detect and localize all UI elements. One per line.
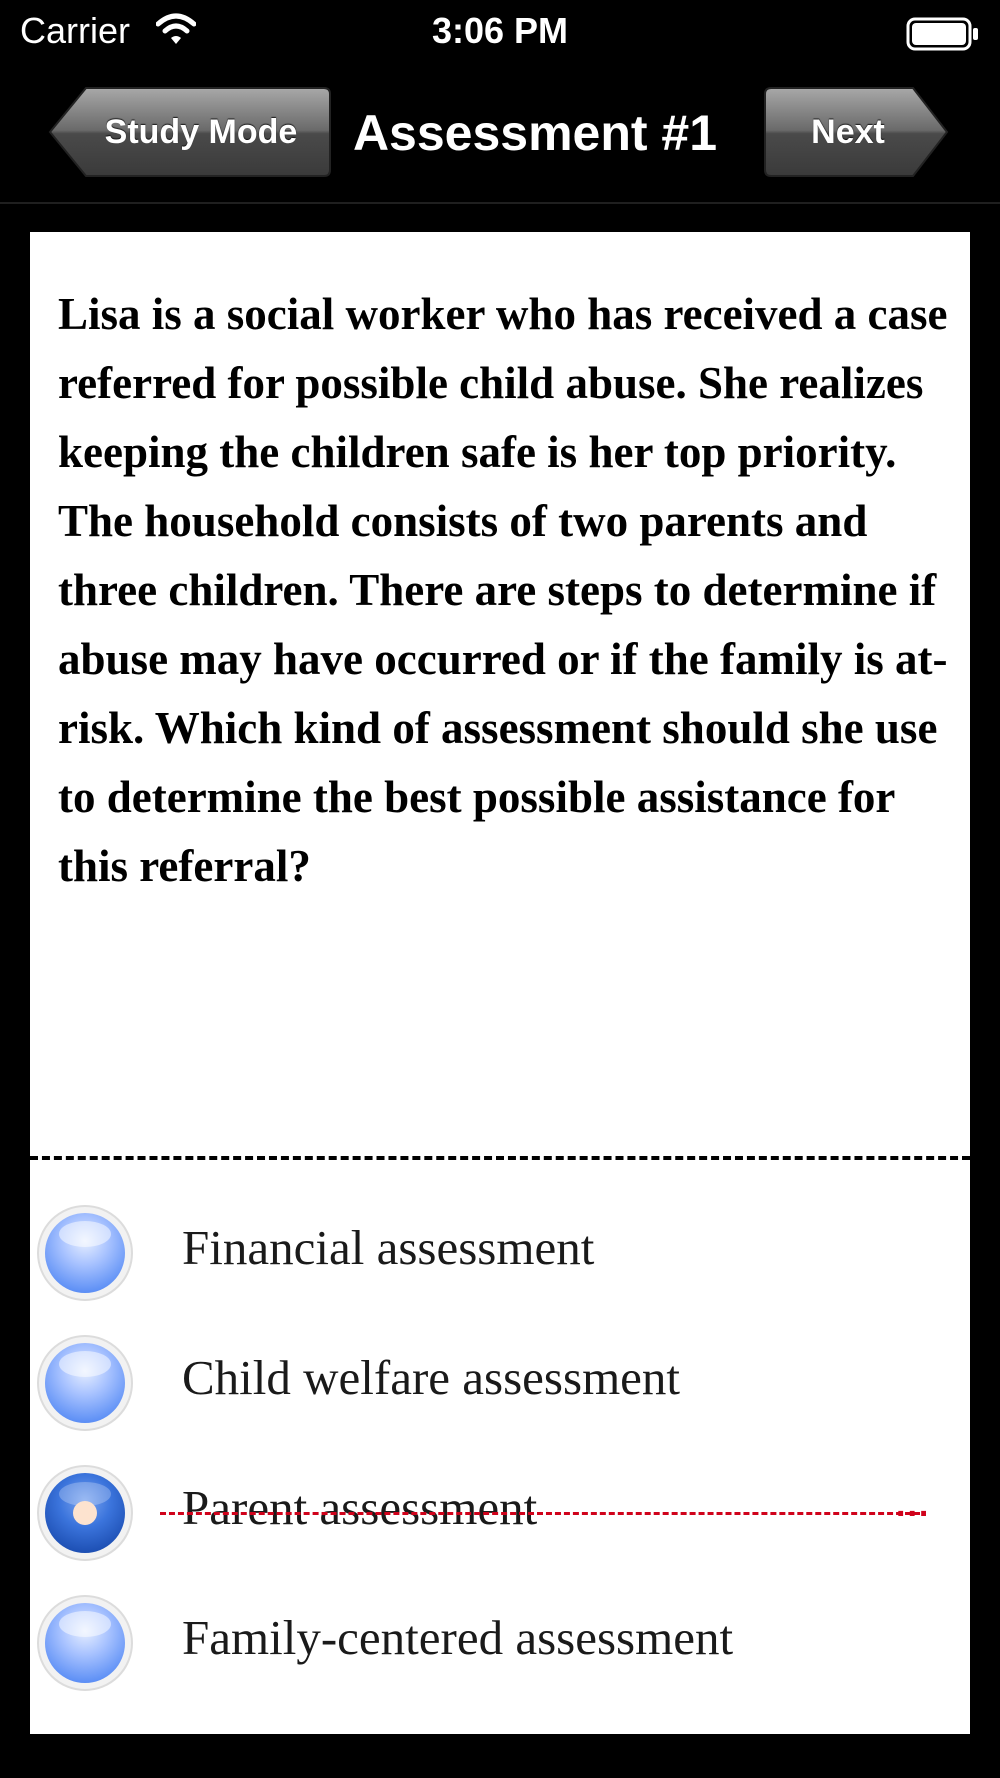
option-family-centered-assessment[interactable]	[30, 1588, 970, 1698]
status-time: 3:06 PM	[431, 10, 569, 51]
wrong-answer-ellipsis: ...	[896, 1486, 931, 1524]
dashed-divider	[30, 1156, 970, 1160]
option-label: Child welfare assessment	[182, 1350, 681, 1405]
carrier-label: Carrier	[20, 10, 131, 51]
study-mode-back-button[interactable]	[48, 86, 332, 178]
page-title: Assessment #1	[352, 105, 718, 161]
question-text: Lisa is a social worker who has received a case referred for possible child abuse. She realizes keeping the children safe is her top priority. The household consists of two parents and three children. There are steps to determine if abuse may have occurred or if the family is at-risk. Which kind of assessment should she use to determine the best possible assistance for this referral?	[58, 289, 948, 891]
option-financial-assessment[interactable]	[30, 1198, 970, 1308]
battery-full-icon	[906, 17, 980, 51]
back-button-label: Study Mode	[104, 113, 298, 151]
radio-selected-icon	[36, 1464, 134, 1562]
option-parent-assessment[interactable]	[30, 1458, 970, 1568]
wrong-answer-strike	[160, 1512, 920, 1515]
radio-unselected-icon	[36, 1334, 134, 1432]
option-label: Financial assessment	[182, 1220, 595, 1275]
radio-unselected-icon	[36, 1204, 134, 1302]
navigation-bar	[0, 64, 1000, 204]
option-label: Parent assessment	[182, 1480, 538, 1535]
option-child-welfare-assessment[interactable]	[30, 1328, 970, 1438]
next-button-label: Next	[811, 113, 885, 151]
radio-unselected-icon	[36, 1594, 134, 1692]
next-button[interactable]	[763, 86, 949, 178]
status-bar	[0, 0, 1000, 64]
question-card	[30, 232, 970, 1734]
option-label: Family-centered assessment	[182, 1610, 734, 1665]
